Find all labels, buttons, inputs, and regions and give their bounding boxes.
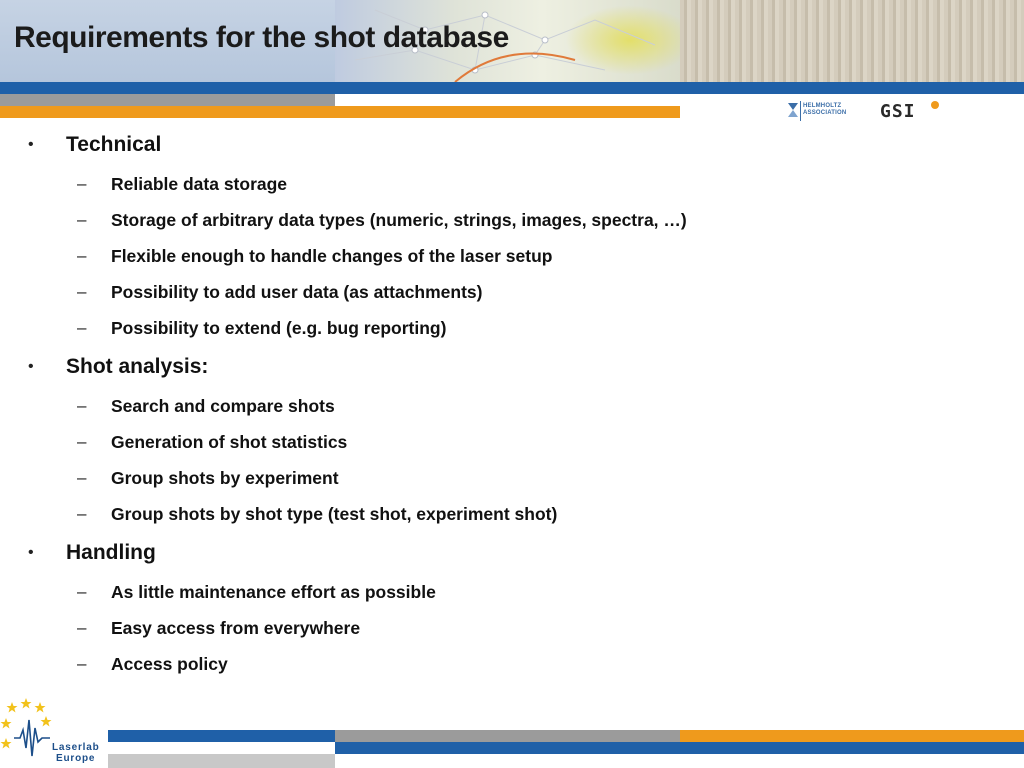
dash-icon: – — [77, 246, 87, 265]
list-item-text: Possibility to add user data (as attachments) — [111, 282, 483, 302]
section-technical — [0, 128, 1024, 166]
section-handling — [0, 536, 1024, 574]
list-item — [0, 646, 1024, 682]
dash-icon: – — [77, 282, 87, 301]
header-banner — [0, 0, 1024, 82]
list-item-text: Access policy — [111, 654, 228, 674]
list-item-text: Group shots by experiment — [111, 468, 339, 488]
dash-icon: – — [77, 432, 87, 451]
list-item — [0, 166, 1024, 202]
list-item-text: Group shots by shot type (test shot, experiment shot) — [111, 504, 558, 524]
list-item-text: Reliable data storage — [111, 174, 288, 194]
header-bar-blue — [0, 82, 1024, 94]
list-item — [0, 388, 1024, 424]
list-item-text: Easy access from everywhere — [111, 618, 361, 638]
list-item — [0, 310, 1024, 350]
dash-icon: – — [77, 396, 87, 415]
list-item — [0, 274, 1024, 310]
footer-bar-blue-right — [335, 742, 1024, 754]
dash-icon: – — [77, 210, 87, 229]
helmholtz-line2: ASSOCIATION — [803, 110, 847, 116]
section-heading: Technical — [66, 133, 162, 156]
dash-icon: – — [77, 504, 87, 523]
dash-icon: – — [77, 582, 87, 601]
list-item — [0, 424, 1024, 460]
list-item-text: Generation of shot statistics — [111, 432, 348, 452]
bullet-icon: • — [28, 136, 34, 153]
slide-content — [0, 128, 1024, 682]
gsi-logo — [880, 98, 942, 122]
laserlab-europe-logo — [0, 694, 108, 768]
section-shot-analysis — [0, 350, 1024, 388]
list-item — [0, 202, 1024, 238]
footer-bar-blue-left — [108, 730, 335, 742]
header-bar-gray — [0, 94, 335, 106]
footer-bar-orange — [680, 730, 1024, 742]
header-bar-orange — [0, 106, 680, 118]
gsi-dot-icon — [928, 98, 942, 112]
helmholtz-logo — [786, 98, 848, 124]
section-heading: Handling — [66, 541, 156, 564]
helmholtz-emblem-icon — [786, 101, 800, 119]
gsi-logo-text: GSI — [880, 101, 916, 122]
list-item — [0, 460, 1024, 496]
bullet-icon: • — [28, 358, 34, 375]
helmholtz-line1: HELMHOLTZ — [803, 103, 842, 109]
footer-bar-gray — [335, 730, 680, 742]
list-item-text: Search and compare shots — [111, 396, 335, 416]
section-heading: Shot analysis: — [66, 355, 209, 378]
list-item — [0, 496, 1024, 536]
laserlab-line1: Laserlab — [52, 742, 100, 753]
list-item — [0, 238, 1024, 274]
list-item — [0, 610, 1024, 646]
header-texture-panel — [680, 0, 1024, 82]
list-item — [0, 574, 1024, 610]
bullet-icon: • — [28, 544, 34, 561]
dash-icon: – — [77, 618, 87, 637]
list-item-text: As little maintenance effort as possible — [111, 582, 436, 602]
footer-bar-lightgray — [108, 754, 335, 768]
list-item-text: Storage of arbitrary data types (numeric, strings, images, spectra, …) — [111, 210, 687, 230]
page-title: Requirements for the shot database — [14, 21, 509, 54]
list-item-text: Possibility to extend (e.g. bug reporting) — [111, 318, 447, 338]
list-item-text: Flexible enough to handle changes of the laser setup — [111, 246, 553, 266]
dash-icon: – — [77, 318, 87, 337]
dash-icon: – — [77, 654, 87, 673]
dash-icon: – — [77, 174, 87, 193]
dash-icon: – — [77, 468, 87, 487]
laserlab-line2: Europe — [56, 753, 96, 764]
